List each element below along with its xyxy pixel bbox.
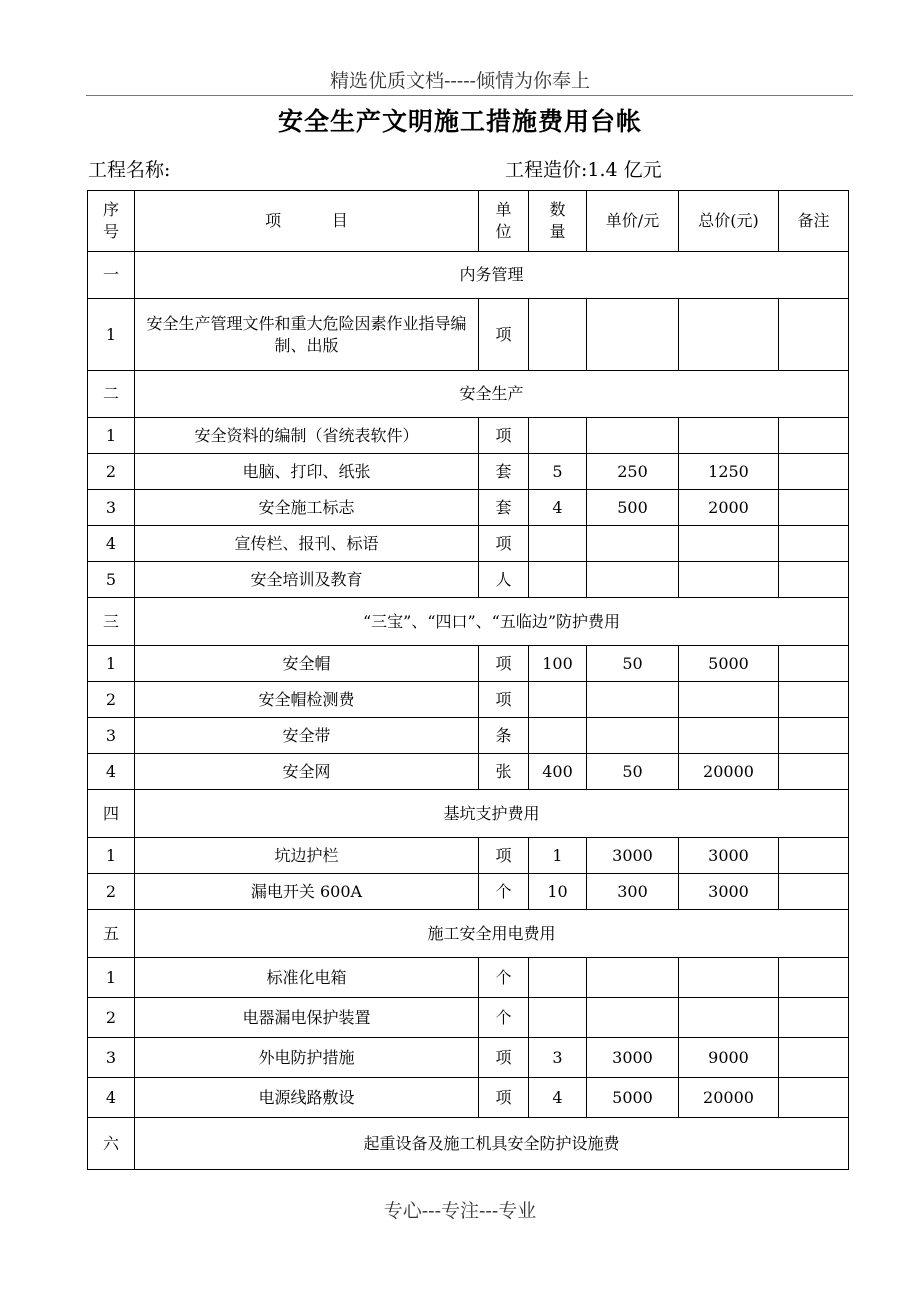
cell-unit: 项 <box>479 1038 529 1078</box>
cell-total: 20000 <box>679 1078 779 1118</box>
table-row <box>88 754 849 790</box>
table-row <box>88 418 849 454</box>
section-row <box>88 1118 849 1170</box>
cell-unit: 项 <box>479 526 529 562</box>
cell-unit: 个 <box>479 998 529 1038</box>
table-row <box>88 838 849 874</box>
section-row <box>88 790 849 838</box>
section-row <box>88 598 849 646</box>
cell-note <box>779 838 849 874</box>
cell-item: 安全培训及教育 <box>135 562 479 598</box>
cell-note <box>779 998 849 1038</box>
project-name-label: 工程名称: <box>88 159 171 181</box>
cell-unit: 套 <box>479 454 529 490</box>
cell-item: 安全生产管理文件和重大危险因素作业指导编制、出版 <box>135 299 479 371</box>
cell-note <box>779 682 849 718</box>
cell-unit-price <box>587 562 679 598</box>
cell-item: 电源线路敷设 <box>135 1078 479 1118</box>
table-row <box>88 1038 849 1078</box>
cell-seq: 四 <box>88 790 135 838</box>
cell-qty <box>529 958 587 998</box>
cell-qty: 400 <box>529 754 587 790</box>
cell-total: 9000 <box>679 1038 779 1078</box>
cell-item: 安全资料的编制（省统表软件） <box>135 418 479 454</box>
table-row <box>88 998 849 1038</box>
cell-unit-price <box>587 718 679 754</box>
cell-unit-price <box>587 526 679 562</box>
cell-item: 漏电开关 600A <box>135 874 479 910</box>
cell-unit-price: 5000 <box>587 1078 679 1118</box>
cell-note <box>779 562 849 598</box>
cell-seq: 1 <box>88 418 135 454</box>
cell-note <box>779 754 849 790</box>
cell-qty <box>529 718 587 754</box>
cell-qty <box>529 418 587 454</box>
col-seq-header: 序 号 <box>88 191 135 252</box>
cell-seq: 5 <box>88 562 135 598</box>
table-row <box>88 646 849 682</box>
cell-unit-price: 3000 <box>587 838 679 874</box>
project-cost: 工程造价:1.4 亿元 <box>505 159 662 181</box>
col-unit-price-header: 单价/元 <box>587 191 679 252</box>
cell-unit: 项 <box>479 299 529 371</box>
cell-unit-price <box>587 418 679 454</box>
cell-qty: 4 <box>529 490 587 526</box>
cell-total: 3000 <box>679 838 779 874</box>
cell-note <box>779 1038 849 1078</box>
cell-item: 坑边护栏 <box>135 838 479 874</box>
cell-qty <box>529 299 587 371</box>
header-divider <box>86 95 853 96</box>
cell-note <box>779 490 849 526</box>
cell-item: 安全帽 <box>135 646 479 682</box>
cell-note <box>779 958 849 998</box>
section-title: 起重设备及施工机具安全防护设施费 <box>135 1118 849 1170</box>
col-qty-header: 数 量 <box>529 191 587 252</box>
cell-total: 20000 <box>679 754 779 790</box>
header-note: 精选优质文档-----倾情为你奉上 <box>329 70 591 92</box>
table-row <box>88 1078 849 1118</box>
cell-note <box>779 299 849 371</box>
cell-seq: 1 <box>88 646 135 682</box>
cell-item: 安全网 <box>135 754 479 790</box>
cell-qty: 3 <box>529 1038 587 1078</box>
cell-unit-price: 500 <box>587 490 679 526</box>
cell-total <box>679 299 779 371</box>
cell-total <box>679 718 779 754</box>
cell-seq: 二 <box>88 371 135 418</box>
cell-seq: 2 <box>88 682 135 718</box>
cell-qty: 1 <box>529 838 587 874</box>
cell-seq: 五 <box>88 910 135 958</box>
cell-unit: 人 <box>479 562 529 598</box>
cell-unit-price <box>587 299 679 371</box>
cell-item: 宣传栏、报刊、标语 <box>135 526 479 562</box>
table-row <box>88 490 849 526</box>
cell-seq: 4 <box>88 754 135 790</box>
cell-seq: 六 <box>88 1118 135 1170</box>
cell-unit: 个 <box>479 874 529 910</box>
section-row <box>88 252 849 299</box>
cell-seq: 2 <box>88 454 135 490</box>
cell-unit: 套 <box>479 490 529 526</box>
cell-unit-price <box>587 998 679 1038</box>
page-title: 安全生产文明施工措施费用台帐 <box>277 107 642 136</box>
cell-seq: 1 <box>88 838 135 874</box>
col-item-header: 项 目 <box>135 191 479 252</box>
cell-total: 2000 <box>679 490 779 526</box>
cell-total: 1250 <box>679 454 779 490</box>
table-header-row <box>88 191 849 252</box>
cell-seq: 三 <box>88 598 135 646</box>
section-title: 安全生产 <box>135 371 849 418</box>
cell-unit: 项 <box>479 646 529 682</box>
section-row <box>88 910 849 958</box>
cell-item: 电脑、打印、纸张 <box>135 454 479 490</box>
col-unit-header: 单 位 <box>479 191 529 252</box>
col-total-header: 总价(元) <box>679 191 779 252</box>
cell-total <box>679 418 779 454</box>
cell-total <box>679 958 779 998</box>
cell-unit-price: 3000 <box>587 1038 679 1078</box>
table-row <box>88 874 849 910</box>
col-note-header: 备注 <box>779 191 849 252</box>
cell-unit-price <box>587 958 679 998</box>
cell-unit: 个 <box>479 958 529 998</box>
cell-note <box>779 418 849 454</box>
cell-item: 安全帽检测费 <box>135 682 479 718</box>
cell-item: 安全施工标志 <box>135 490 479 526</box>
cell-unit-price: 50 <box>587 646 679 682</box>
cell-unit: 条 <box>479 718 529 754</box>
cell-unit: 项 <box>479 418 529 454</box>
cell-unit: 项 <box>479 682 529 718</box>
expense-ledger-table <box>87 190 849 1170</box>
cell-note <box>779 526 849 562</box>
cell-item: 电器漏电保护装置 <box>135 998 479 1038</box>
cell-unit-price: 250 <box>587 454 679 490</box>
section-row <box>88 371 849 418</box>
cell-qty: 4 <box>529 1078 587 1118</box>
cell-unit-price: 50 <box>587 754 679 790</box>
cell-seq: 1 <box>88 958 135 998</box>
cell-note <box>779 646 849 682</box>
cell-total: 3000 <box>679 874 779 910</box>
cell-unit: 张 <box>479 754 529 790</box>
cell-item: 标准化电箱 <box>135 958 479 998</box>
cell-total <box>679 562 779 598</box>
table-row <box>88 299 849 371</box>
table-row <box>88 958 849 998</box>
cell-seq: 1 <box>88 299 135 371</box>
cell-qty: 100 <box>529 646 587 682</box>
cell-qty <box>529 526 587 562</box>
cell-note <box>779 874 849 910</box>
cell-seq: 4 <box>88 1078 135 1118</box>
cell-qty: 10 <box>529 874 587 910</box>
cell-note <box>779 718 849 754</box>
cell-note <box>779 454 849 490</box>
cell-total <box>679 998 779 1038</box>
cell-total: 5000 <box>679 646 779 682</box>
cell-seq: 3 <box>88 718 135 754</box>
section-title: 内务管理 <box>135 252 849 299</box>
cell-seq: 3 <box>88 490 135 526</box>
cell-seq: 一 <box>88 252 135 299</box>
cell-seq: 4 <box>88 526 135 562</box>
cell-unit: 项 <box>479 838 529 874</box>
section-title: 施工安全用电费用 <box>135 910 849 958</box>
cell-total <box>679 682 779 718</box>
cell-unit-price <box>587 682 679 718</box>
table-row <box>88 526 849 562</box>
cell-qty: 5 <box>529 454 587 490</box>
section-title: 基坑支护费用 <box>135 790 849 838</box>
cell-total <box>679 526 779 562</box>
cell-item: 外电防护措施 <box>135 1038 479 1078</box>
table-row <box>88 454 849 490</box>
cell-unit: 项 <box>479 1078 529 1118</box>
cell-qty <box>529 562 587 598</box>
cell-qty <box>529 682 587 718</box>
cell-item: 安全带 <box>135 718 479 754</box>
footer-slogan: 专心---专注---专业 <box>383 1200 537 1222</box>
section-title: “三宝”、“四口”、“五临边”防护费用 <box>135 598 849 646</box>
table-row <box>88 682 849 718</box>
table-row <box>88 562 849 598</box>
cell-seq: 2 <box>88 998 135 1038</box>
cell-seq: 3 <box>88 1038 135 1078</box>
cell-note <box>779 1078 849 1118</box>
table-row <box>88 718 849 754</box>
cell-qty <box>529 998 587 1038</box>
cell-unit-price: 300 <box>587 874 679 910</box>
cell-seq: 2 <box>88 874 135 910</box>
